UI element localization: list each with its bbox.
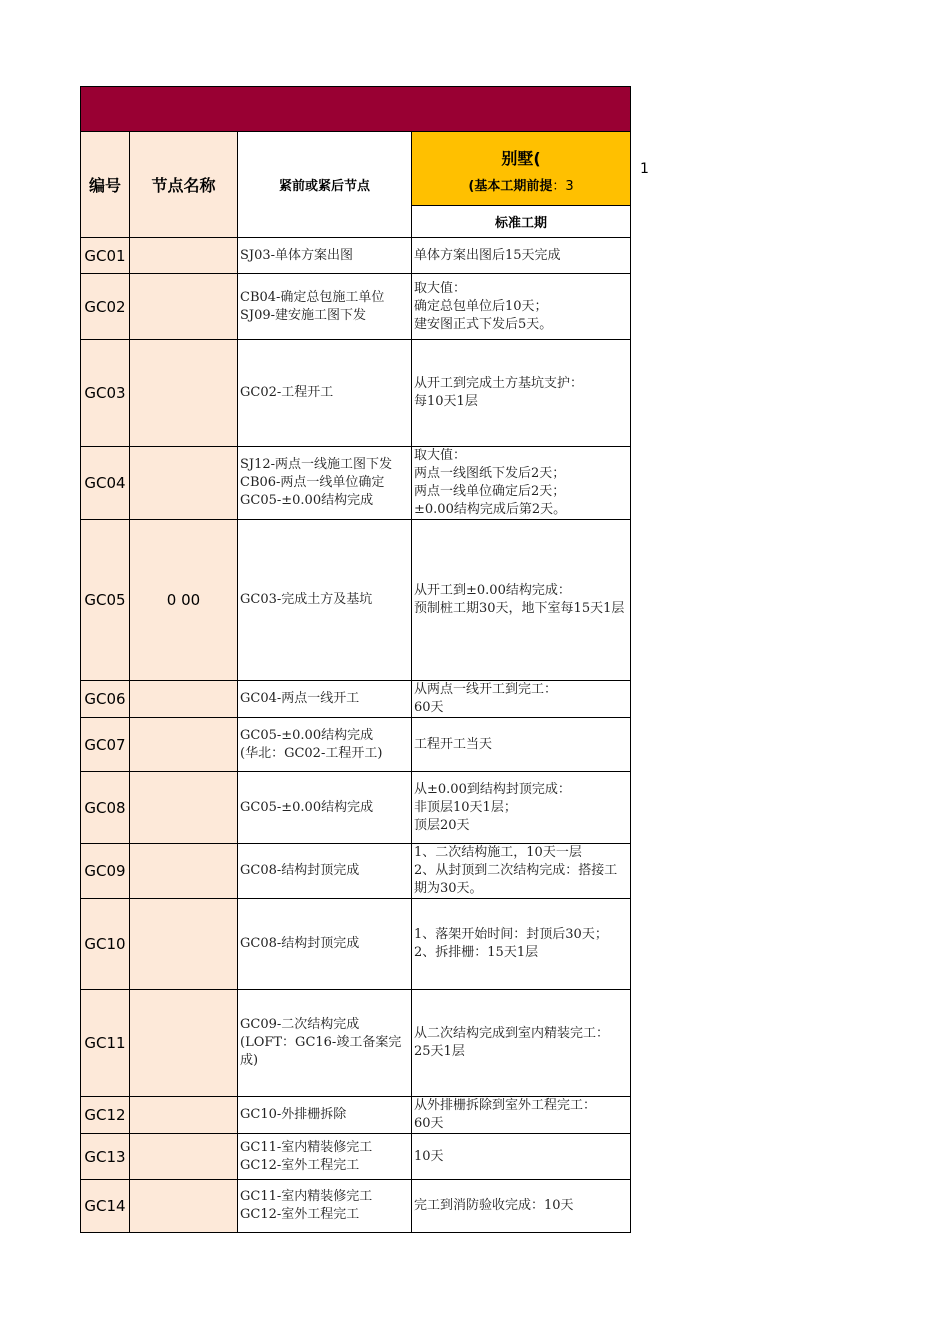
title-bar bbox=[81, 87, 631, 132]
node-code: GC09 bbox=[81, 844, 130, 899]
overflow-number: 1 bbox=[640, 161, 649, 177]
table-row bbox=[81, 447, 631, 520]
standard-duration: 从二次结构完成到室内精装完工： 25天1层 bbox=[412, 990, 631, 1097]
standard-duration: 取大值： 两点一线图纸下发后2天； 两点一线单位确定后2天； ±0.00结构完成后第2天。 bbox=[412, 447, 631, 520]
node-name bbox=[130, 718, 238, 772]
predecessor-nodes: GC02-工程开工 bbox=[238, 340, 412, 447]
standard-duration: 取大值： 确定总包单位后10天； 建安图正式下发后5天。 bbox=[412, 274, 631, 340]
villa-title: 别墅( bbox=[501, 148, 541, 168]
node-name bbox=[130, 990, 238, 1097]
villa-header bbox=[412, 132, 631, 206]
node-name bbox=[130, 899, 238, 990]
standard-duration: 从外排栅拆除到室外工程完工： 60天 bbox=[412, 1097, 631, 1134]
node-code: GC11 bbox=[81, 990, 130, 1097]
node-code: GC08 bbox=[81, 772, 130, 844]
table-row bbox=[81, 718, 631, 772]
node-code: GC13 bbox=[81, 1134, 130, 1180]
table-row bbox=[81, 274, 631, 340]
standard-duration: 10天 bbox=[412, 1134, 631, 1180]
table-row bbox=[81, 520, 631, 681]
std-duration-header: 标准工期 bbox=[412, 206, 631, 238]
standard-duration: 1、落架开始时间：封顶后30天； 2、拆排栅：15天1层 bbox=[412, 899, 631, 990]
node-name: 0 00 bbox=[130, 520, 238, 681]
predecessor-nodes: GC05-±0.00结构完成 bbox=[238, 772, 412, 844]
node-name bbox=[130, 681, 238, 718]
table-row bbox=[81, 238, 631, 274]
table-row bbox=[81, 899, 631, 990]
standard-duration: 工程开工当天 bbox=[412, 718, 631, 772]
standard-duration: 从开工到±0.00结构完成： 预制桩工期30天，地下室每15天1层 bbox=[412, 520, 631, 681]
predecessor-nodes: CB04-确定总包施工单位 SJ09-建安施工图下发 bbox=[238, 274, 412, 340]
table-row bbox=[81, 1180, 631, 1233]
node-code: GC10 bbox=[81, 899, 130, 990]
node-name bbox=[130, 1134, 238, 1180]
node-code: GC06 bbox=[81, 681, 130, 718]
standard-duration: 从开工到完成土方基坑支护： 每10天1层 bbox=[412, 340, 631, 447]
table-row bbox=[81, 990, 631, 1097]
node-name bbox=[130, 1097, 238, 1134]
node-code: GC12 bbox=[81, 1097, 130, 1134]
villa-note bbox=[412, 175, 630, 194]
predecessor-nodes: GC08-结构封顶完成 bbox=[238, 844, 412, 899]
predecessor-nodes: SJ12-两点一线施工图下发 CB06-两点一线单位确定 GC05-±0.00结构完成 bbox=[238, 447, 412, 520]
predecessor-nodes: GC11-室内精装修完工 GC12-室外工程完工 bbox=[238, 1134, 412, 1180]
node-name bbox=[130, 340, 238, 447]
table-row bbox=[81, 844, 631, 899]
standard-duration: 从±0.00到结构封顶完成： 非顶层10天1层； 顶层20天 bbox=[412, 772, 631, 844]
node-name bbox=[130, 274, 238, 340]
table-row bbox=[81, 1097, 631, 1134]
predecessor-nodes: GC03-完成土方及基坑 bbox=[238, 520, 412, 681]
node-name bbox=[130, 772, 238, 844]
node-code: GC14 bbox=[81, 1180, 130, 1233]
standard-duration: 从两点一线开工到完工： 60天 bbox=[412, 681, 631, 718]
table-row bbox=[81, 681, 631, 718]
node-name bbox=[130, 1180, 238, 1233]
node-name bbox=[130, 238, 238, 274]
node-code: GC03 bbox=[81, 340, 130, 447]
node-name bbox=[130, 447, 238, 520]
predecessor-nodes: GC11-室内精装修完工 GC12-室外工程完工 bbox=[238, 1180, 412, 1233]
predecessor-nodes: GC08-结构封顶完成 bbox=[238, 899, 412, 990]
table-row bbox=[81, 340, 631, 447]
pred-header: 紧前或紧后节点 bbox=[238, 132, 412, 238]
schedule-sheet bbox=[80, 86, 631, 1233]
standard-duration: 1、二次结构施工，10天一层 2、从封顶到二次结构完成：搭接工期为30天。 bbox=[412, 844, 631, 899]
predecessor-nodes: SJ03-单体方案出图 bbox=[238, 238, 412, 274]
predecessor-nodes: GC10-外排栅拆除 bbox=[238, 1097, 412, 1134]
node-code: GC04 bbox=[81, 447, 130, 520]
node-code: GC02 bbox=[81, 274, 130, 340]
table-row bbox=[81, 1134, 631, 1180]
predecessor-nodes: GC04-两点一线开工 bbox=[238, 681, 412, 718]
code-header: 编号 bbox=[81, 132, 130, 238]
name-header: 节点名称 bbox=[130, 132, 238, 238]
standard-duration: 完工到消防验收完成：10天 bbox=[412, 1180, 631, 1233]
node-name bbox=[130, 844, 238, 899]
villa-note-rest: ：3 bbox=[552, 178, 574, 194]
predecessor-nodes: GC09-二次结构完成 (LOFT：GC16-竣工备案完成) bbox=[238, 990, 412, 1097]
schedule-table bbox=[80, 86, 631, 1233]
villa-note-bold: (基本工期前提 bbox=[468, 178, 553, 194]
node-code: GC05 bbox=[81, 520, 130, 681]
node-code: GC07 bbox=[81, 718, 130, 772]
predecessor-nodes: GC05-±0.00结构完成 (华北：GC02-工程开工) bbox=[238, 718, 412, 772]
node-code: GC01 bbox=[81, 238, 130, 274]
standard-duration: 单体方案出图后15天完成 bbox=[412, 238, 631, 274]
table-row bbox=[81, 772, 631, 844]
